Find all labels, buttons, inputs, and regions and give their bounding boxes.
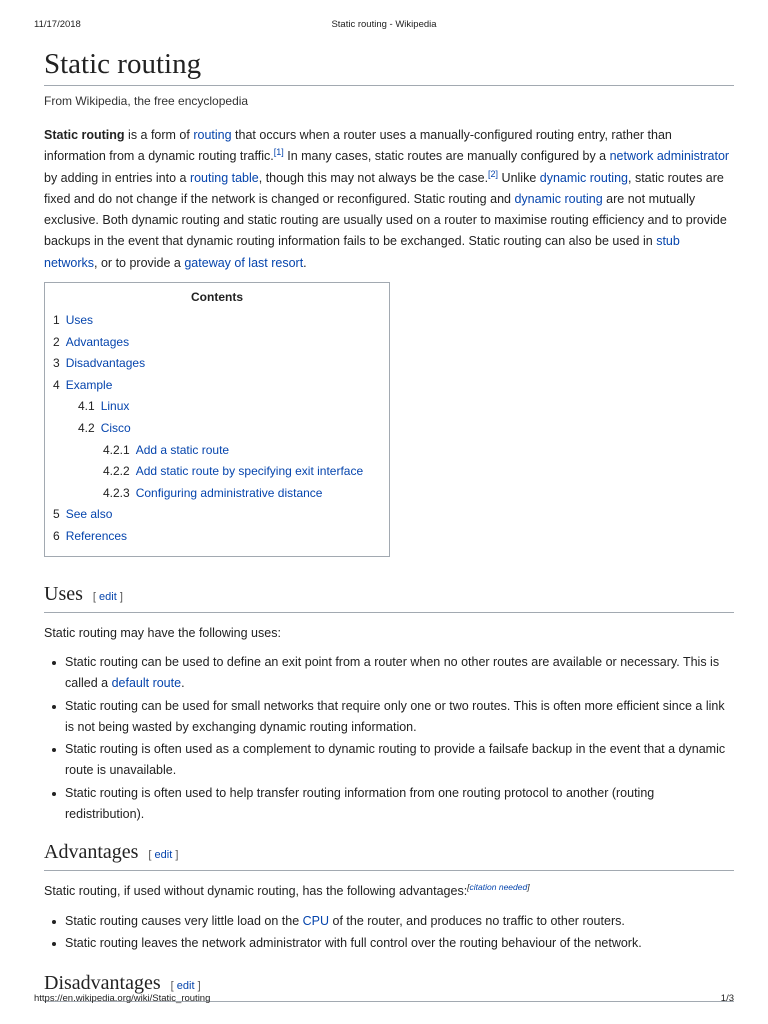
toc-title: Contents (191, 290, 243, 305)
edit-section-advantages: [ edit ] (148, 849, 179, 862)
link-stub-networks[interactable]: stub networks (44, 234, 680, 270)
link-routing-table[interactable]: routing table (189, 170, 259, 185)
toc-item-uses[interactable]: 1 Uses (53, 313, 94, 328)
list-item: Static routing leaves the network administrator with full control over the routing behaviour of the network. (65, 933, 734, 954)
print-footer (34, 993, 734, 1004)
table-of-contents (44, 282, 390, 557)
edit-section-disadvantages: [ edit ] (170, 980, 201, 993)
toc-item-references[interactable]: 6 References (53, 529, 128, 544)
print-header (34, 19, 734, 30)
list-item: Static routing causes very little load on the CPU of the router, and produces no traffic to other routers. (65, 911, 734, 932)
section-heading-advantages: Advantages [ edit ] (44, 839, 734, 871)
ref-2[interactable]: [2] (488, 168, 499, 179)
edit-link[interactable]: edit (176, 980, 195, 993)
link-routing[interactable]: routing (193, 128, 232, 142)
link-cpu[interactable]: CPU (302, 913, 330, 928)
list-item: Static routing can be used for small networks that require only one or two routes. This is often more efficient since a link is not being wasted by exchanging dynamic routing information. (65, 696, 734, 739)
lead-paragraph: Static routing is a form of routing that occurs when a router uses a manually-configured routing entry, rather than information from a dynamic routing traffic.[1] In many cases, static routes are manually configured by a network administrator by adding in entries into a routing table, though this may not always be the case.[2] Unlike dynamic routing, static routes are fixed and do not change if the network is changed or reconfigured. Static routing and dynamic routing are not mutually exclusive. Both dynamic routing and static routing are usually used on a router to maximise routing efficiency and to provide backups in the event that dynamic routing information fails to be exchanged. Static routing can also be used in stub networks, or to provide a gateway of last resort. (44, 128, 730, 270)
edit-link[interactable]: edit (99, 590, 117, 603)
list-item: Static routing can be used to define an exit point from a router when no other routes are available or necessary. This is called a default route. (65, 652, 734, 695)
list-item: Static routing is often used as a complement to dynamic routing to provide a failsafe backup in the event that a dynamic route is unavailable. (65, 739, 734, 782)
print-page-title: Static routing - Wikipedia (331, 19, 437, 30)
link-gateway-of-last-resort[interactable]: gateway of last resort (184, 255, 304, 270)
tagline: From Wikipedia, the free encyclopedia (44, 94, 249, 108)
link-dynamic-routing-2[interactable]: dynamic routing (514, 191, 603, 206)
print-date: 11/17/2018 (34, 19, 81, 30)
ref-1[interactable]: [1] (273, 147, 284, 158)
print-page-number: 1/3 (720, 993, 734, 1004)
edit-section-uses: [ edit ] (92, 590, 123, 603)
toc-item-cisco[interactable]: 4.2 Cisco (78, 421, 131, 436)
toc-item-example[interactable]: 4 Example (53, 377, 113, 392)
toc-item-add-static-route[interactable]: 4.2.1 Add a static route (103, 442, 230, 457)
toc-item-see-also[interactable]: 5 See also (53, 507, 113, 522)
toc-item-linux[interactable]: 4.1 Linux (78, 399, 130, 414)
toc-item-disadvantages[interactable]: 3 Disadvantages (53, 356, 146, 371)
edit-link[interactable]: edit (154, 849, 173, 862)
link-network-administrator[interactable]: network administrator (609, 149, 730, 164)
toc-item-exit-interface[interactable]: 4.2.2 Add static route by specifying exit interface (103, 464, 364, 479)
uses-intro: Static routing may have the following uses: (44, 625, 281, 640)
advantages-list (44, 911, 734, 955)
print-url: https://en.wikipedia.org/wiki/Static_routing (34, 993, 211, 1004)
list-item: Static routing is often used to help transfer routing information from one routing protocol to another (routing redistribution). (65, 783, 734, 826)
uses-list (44, 652, 734, 825)
page-title: Static routing (44, 46, 734, 86)
article-content (44, 40, 734, 1002)
citation-needed: [citation needed] (467, 882, 530, 893)
section-heading-uses: Uses [ edit ] (44, 581, 734, 613)
section-heading-disadvantages: Disadvantages [ edit ] (44, 970, 734, 1002)
lead-bold-term: Static routing (44, 128, 125, 142)
toc-item-admin-distance[interactable]: 4.2.3 Configuring administrative distance (103, 485, 323, 500)
toc-item-advantages[interactable]: 2 Advantages (53, 334, 130, 349)
link-dynamic-routing[interactable]: dynamic routing (539, 170, 628, 185)
advantages-intro: Static routing, if used without dynamic routing, has the following advantages:[citation needed] (44, 882, 530, 899)
link-default-route[interactable]: default route (111, 676, 182, 691)
